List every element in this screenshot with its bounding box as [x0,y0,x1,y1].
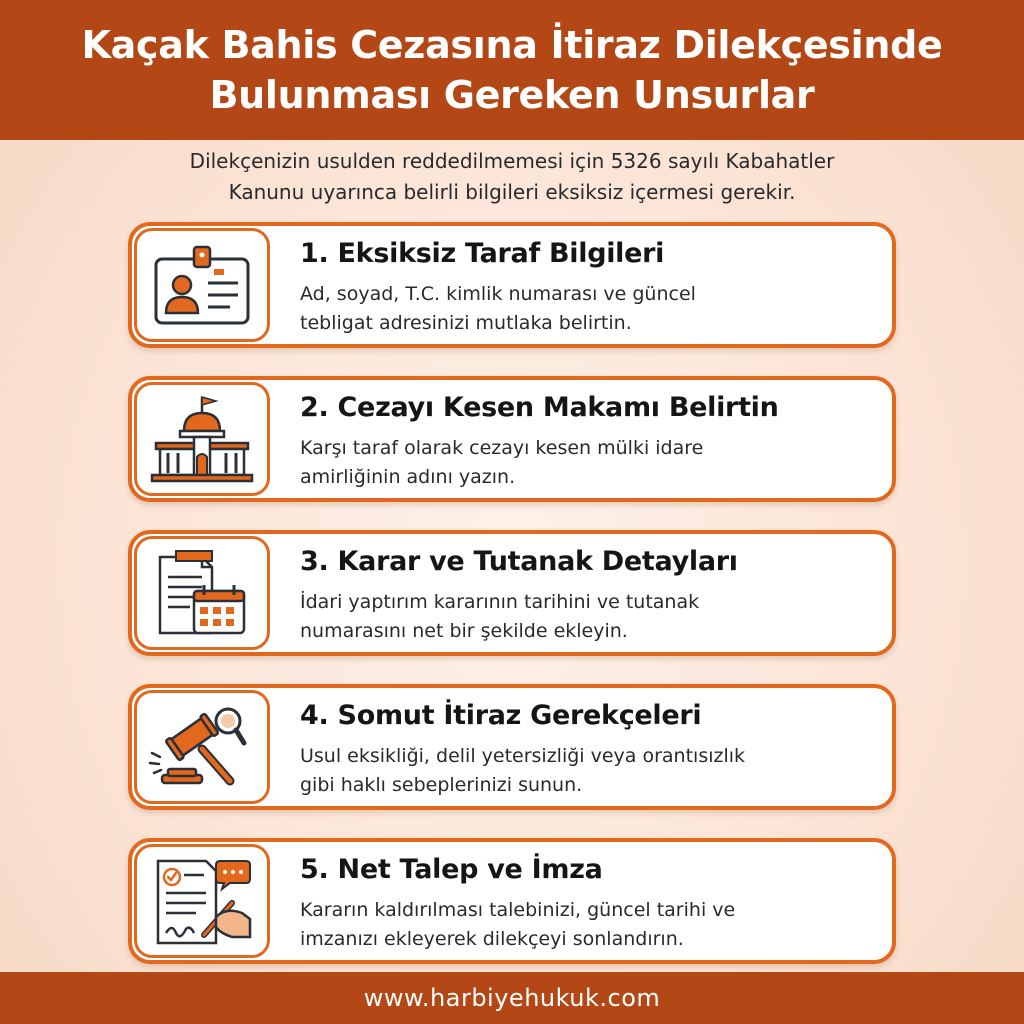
item-description-line-2: imzanızı ekleyerek dilekçeyi sonlandırın. [300,928,684,950]
item-description-line-2: tebligat adresinizi mutlaka belirtin. [300,312,632,334]
item-description-line-1: Usul eksikliği, delil yetersizliği veya orantısızlık [300,745,746,767]
item-title: 2. Cezayı Kesen Makamı Belirtin [300,392,779,423]
intro-text [0,146,1024,208]
item-description-line-1: İdari yaptırım kararının tarihini ve tutanak [300,591,700,613]
intro-line-1: Dilekçenizin usulden reddedilmemesi için 5326 sayılı Kabahatler [189,149,835,173]
item-description [300,588,890,646]
item-description-line-1: Ad, soyad, T.C. kimlik numarası ve güncel [300,283,696,305]
intro-line-2: Kanunu uyarınca belirli bilgileri eksiksiz içermesi gerekir. [228,180,796,204]
item-description-line-2: amirliğinin adını yazın. [300,466,516,488]
item-description-line-1: Kararın kaldırılması talebinizi, güncel tarihi ve [300,899,736,921]
item-description [300,280,890,338]
item-description [300,896,890,954]
id-card-icon [134,228,270,342]
item-title: 3. Karar ve Tutanak Detayları [300,546,738,577]
item-description [300,742,890,800]
item-title: 1. Eksiksiz Taraf Bilgileri [300,238,665,269]
document-calendar-icon [134,536,270,650]
item-card-3 [128,530,896,656]
item-description [300,434,890,492]
government-building-icon [134,382,270,496]
item-description-line-1: Karşı taraf olarak cezayı kesen mülki idare [300,437,704,459]
header-banner [0,0,1024,140]
item-card-5 [128,838,896,964]
item-description-line-2: gibi haklı sebeplerinizi sunun. [300,774,583,796]
footer-banner [0,972,1024,1024]
item-title: 4. Somut İtiraz Gerekçeleri [300,700,702,731]
page-title-line-2: Bulunması Gereken Unsurlar [209,73,815,117]
item-card-1 [128,222,896,348]
page-title-line-1: Kaçak Bahis Cezasına İtiraz Dilekçesinde [81,23,943,67]
signing-document-icon [134,844,270,958]
item-card-2 [128,376,896,502]
item-card-4 [128,684,896,810]
item-title: 5. Net Talep ve İmza [300,854,603,885]
website-link[interactable]: www.harbiyehukuk.com [363,984,661,1012]
item-description-line-2: numarasını net bir şekilde ekleyin. [300,620,628,642]
gavel-magnifier-icon [134,690,270,804]
